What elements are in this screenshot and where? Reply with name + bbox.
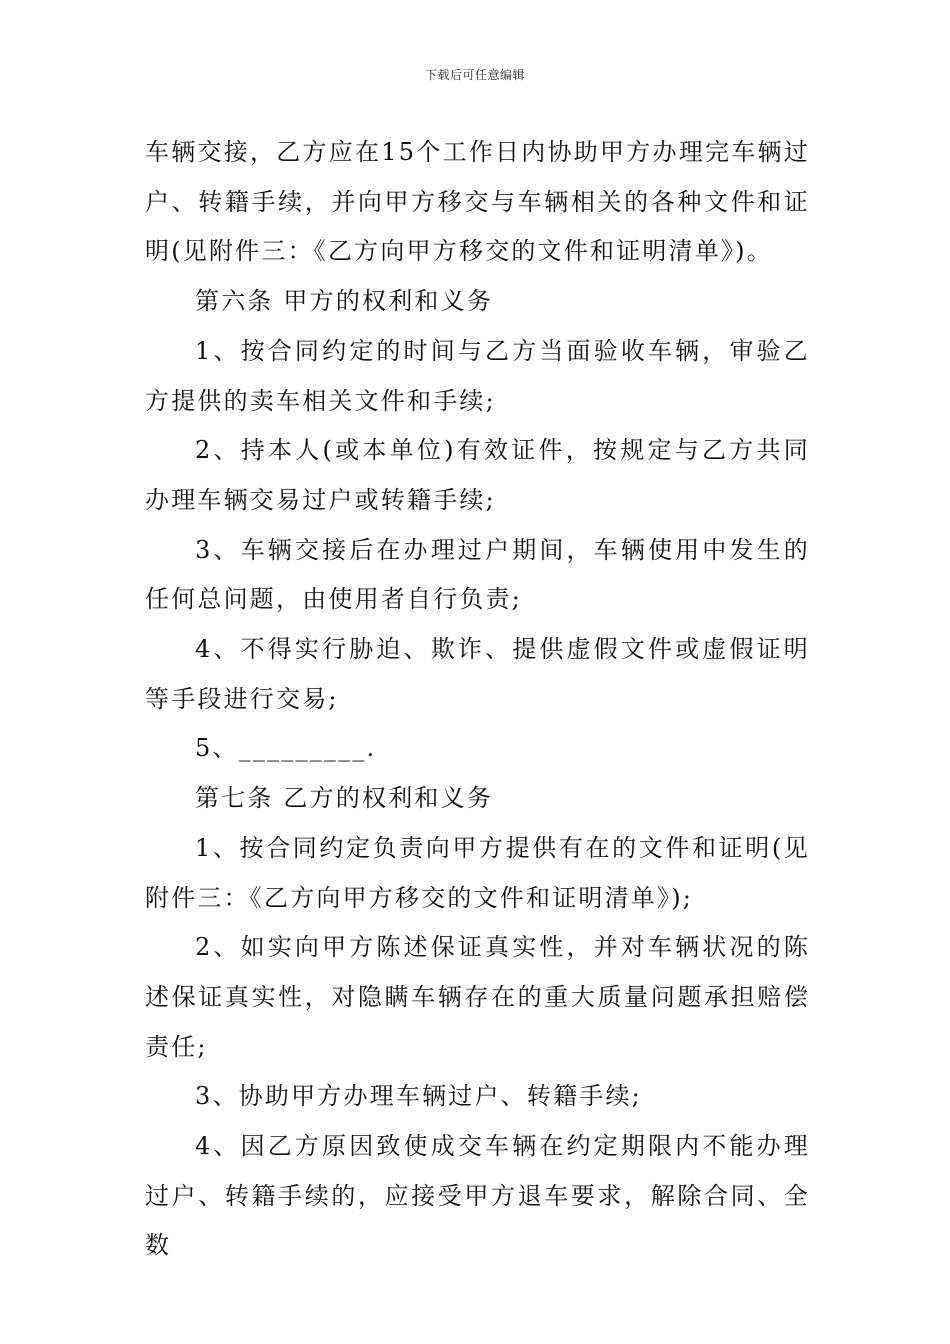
clause-7-4: 4、因乙方原因致使成交车辆在约定期限内不能办理过户、转籍手续的，应接受甲方退车要求，解除合同、全数 — [145, 1132, 810, 1260]
clause-6-1: 1、按合同约定的时间与乙方当面验收车辆，审验乙方提供的卖车相关文件和手续; — [145, 336, 810, 415]
article-heading-6: 第六条 甲方的权利和义务 — [195, 287, 494, 316]
clause-6-5: 5、_________. — [195, 734, 377, 763]
document-body — [145, 128, 810, 1271]
page-header: 下载后可任意编辑 — [424, 68, 525, 82]
clause-6-4: 4、不得实行胁迫、欺诈、提供虚假文件或虚假证明等手段进行交易; — [145, 635, 810, 713]
clause-6-3: 3、车辆交接后在办理过户期间，车辆使用中发生的任何总问题，由使用者自行负责; — [145, 535, 810, 614]
clause-7-3: 3、协助甲方办理车辆过户、转籍手续; — [195, 1082, 642, 1111]
clause-7-1: 1、按合同约定负责向甲方提供有在的文件和证明(见附件三：《乙方向甲方移交的文件和证明清单》); — [145, 833, 810, 912]
clause-7-2: 2、如实向甲方陈述保证真实性，并对车辆状况的陈述保证真实性，对隐瞒车辆存在的重大质量问题承担赔偿责任; — [145, 933, 810, 1061]
clause-6-2: 2、持本人(或本单位)有效证件，按规定与乙方共同办理车辆交易过户或转籍手续; — [145, 436, 810, 514]
article-heading-7: 第七条 乙方的权利和义务 — [195, 784, 494, 813]
paragraph-continuation: 车辆交接，乙方应在15个工作日内协助甲方办理完车辆过户、转籍手续，并向甲方移交与车辆相关的各种文件和证明(见附件三：《乙方向甲方移交的文件和证明清单》)。 — [145, 138, 810, 266]
